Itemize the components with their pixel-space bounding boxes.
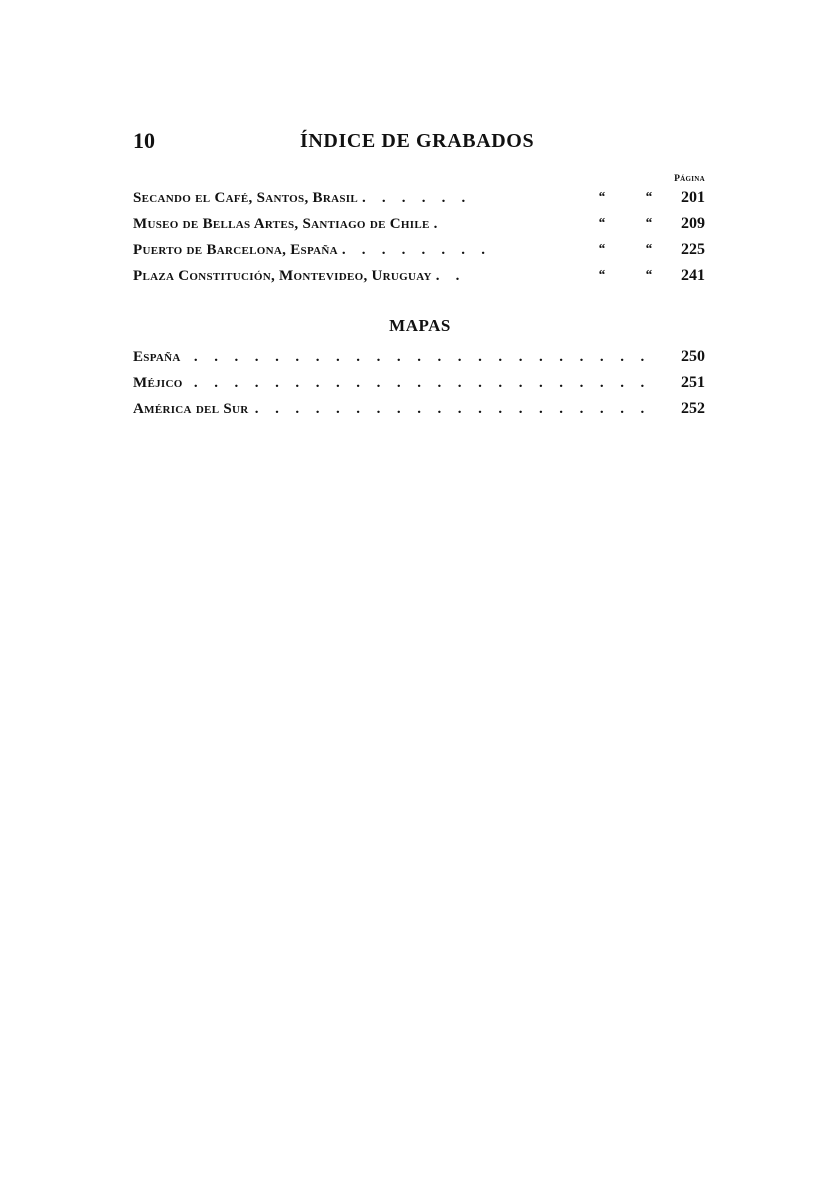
entry-title: Museo de Bellas Artes, Santiago de Chile xyxy=(133,216,430,232)
ditto-mark: “ xyxy=(645,190,652,205)
entry-title: Méjico xyxy=(133,375,187,391)
list-item xyxy=(133,211,705,237)
ditto-mark: “ xyxy=(598,216,605,231)
section-title-maps: MAPAS xyxy=(389,316,451,335)
ditto-mark: “ xyxy=(645,242,652,257)
entry-page-number: 201 xyxy=(677,185,705,211)
entry-title: Secando el Café, Santos, Brasil xyxy=(133,190,358,206)
maps-list xyxy=(133,344,705,422)
entry-title: Plaza Constitución, Montevideo, Uruguay xyxy=(133,268,432,284)
plates-list xyxy=(133,185,705,289)
entry-title: España xyxy=(133,349,185,365)
entry-page-number: 252 xyxy=(677,396,705,422)
ditto-mark: “ xyxy=(645,268,652,283)
dot-leader: . . . . . . . . xyxy=(341,242,492,258)
page-number: 10 xyxy=(133,128,155,153)
entry-page-number: 209 xyxy=(677,211,705,237)
list-item xyxy=(133,185,705,211)
page-title: ÍNDICE DE GRABADOS xyxy=(300,130,535,152)
ditto-mark: “ xyxy=(645,216,652,231)
ditto-mark: “ xyxy=(598,190,605,205)
list-item xyxy=(133,396,705,422)
entry-title: América del Sur xyxy=(133,401,253,417)
list-item xyxy=(133,263,705,289)
dot-leader: . xyxy=(433,216,444,232)
page-column-header: Página xyxy=(674,174,705,184)
entry-page-number: 251 xyxy=(677,370,705,396)
ditto-mark: “ xyxy=(598,242,605,257)
entry-page-number: 241 xyxy=(677,263,705,289)
entry-title: Puerto de Barcelona, España xyxy=(133,242,338,258)
list-item xyxy=(133,370,705,396)
dot-leader: . . . . . . xyxy=(362,190,472,206)
entry-page-number: 250 xyxy=(677,344,705,370)
list-item xyxy=(133,237,705,263)
entry-page-number: 225 xyxy=(677,237,705,263)
dot-leader: . . xyxy=(435,268,466,284)
ditto-mark: “ xyxy=(598,268,605,283)
list-item xyxy=(133,344,705,370)
